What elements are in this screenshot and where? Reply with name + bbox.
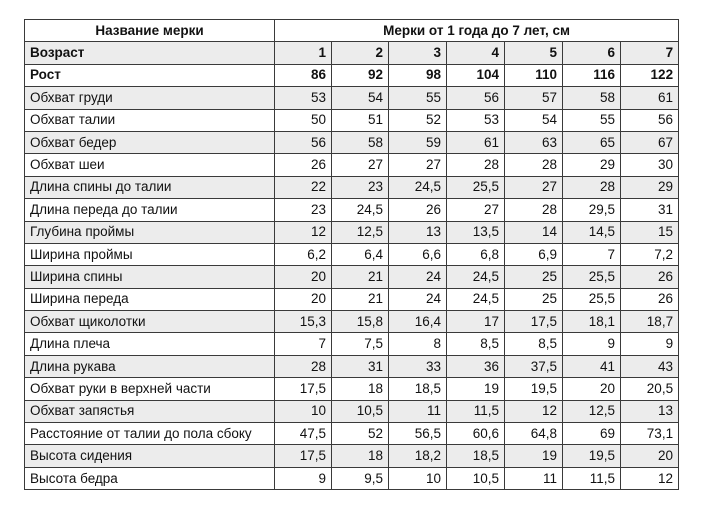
measurement-value: 55 — [389, 87, 447, 109]
measurement-value: 60,6 — [447, 423, 505, 445]
measurement-value: 20,5 — [621, 378, 679, 400]
height-cell: 110 — [505, 64, 563, 86]
measurement-value: 26 — [275, 154, 332, 176]
measurement-value: 7 — [563, 243, 621, 265]
measurement-value: 24,5 — [447, 288, 505, 310]
measurement-value: 29 — [621, 176, 679, 198]
measurement-value: 18 — [332, 378, 389, 400]
measurement-value: 52 — [389, 109, 447, 131]
height-cell: 98 — [389, 64, 447, 86]
measurement-value: 12,5 — [332, 221, 389, 243]
measurement-value: 59 — [389, 131, 447, 153]
measurement-value: 69 — [563, 423, 621, 445]
measurement-value: 17,5 — [275, 378, 332, 400]
measurement-row — [25, 131, 679, 153]
measurement-value: 14,5 — [563, 221, 621, 243]
measurement-value: 27 — [332, 154, 389, 176]
measurement-value: 17,5 — [275, 445, 332, 467]
measurement-label: Ширина проймы — [25, 243, 275, 265]
measurement-value: 27 — [389, 154, 447, 176]
measurement-value: 21 — [332, 288, 389, 310]
measurement-value: 18,7 — [621, 311, 679, 333]
measurement-value: 6,6 — [389, 243, 447, 265]
measurement-row — [25, 445, 679, 467]
measurement-value: 50 — [275, 109, 332, 131]
measurement-value: 61 — [621, 87, 679, 109]
measurement-value: 24 — [389, 266, 447, 288]
measurement-label: Обхват щиколотки — [25, 311, 275, 333]
measurement-row — [25, 266, 679, 288]
measurement-row — [25, 333, 679, 355]
measurement-value: 7,5 — [332, 333, 389, 355]
measurement-value: 55 — [563, 109, 621, 131]
measurement-value: 28 — [505, 199, 563, 221]
measurement-value: 56 — [447, 87, 505, 109]
measurement-value: 26 — [621, 288, 679, 310]
height-row — [25, 64, 679, 86]
measurement-value: 11,5 — [447, 400, 505, 422]
measurement-value: 47,5 — [275, 423, 332, 445]
measurement-row — [25, 400, 679, 422]
measurement-value: 6,8 — [447, 243, 505, 265]
measurement-row — [25, 221, 679, 243]
measurement-value: 12 — [505, 400, 563, 422]
measurement-value: 73,1 — [621, 423, 679, 445]
measurement-value: 18,2 — [389, 445, 447, 467]
measurement-value: 20 — [621, 445, 679, 467]
measurement-value: 17 — [447, 311, 505, 333]
measurement-value: 10,5 — [447, 467, 505, 489]
measurement-label: Глубина проймы — [25, 221, 275, 243]
measurement-label: Ширина переда — [25, 288, 275, 310]
measurement-row — [25, 311, 679, 333]
measurement-value: 64,8 — [505, 423, 563, 445]
measurement-label: Ширина спины — [25, 266, 275, 288]
measurement-row — [25, 243, 679, 265]
measurement-value: 11 — [389, 400, 447, 422]
measurement-value: 19 — [505, 445, 563, 467]
measurement-label: Длина спины до талии — [25, 176, 275, 198]
measurement-label: Обхват груди — [25, 87, 275, 109]
measurement-value: 8 — [389, 333, 447, 355]
measurement-value: 10,5 — [332, 400, 389, 422]
header-name-cell: Название мерки — [25, 20, 275, 42]
measurement-value: 6,9 — [505, 243, 563, 265]
measurement-value: 20 — [275, 266, 332, 288]
measurement-value: 25 — [505, 288, 563, 310]
measurement-value: 13 — [621, 400, 679, 422]
measurement-value: 19 — [447, 378, 505, 400]
measurement-value: 36 — [447, 355, 505, 377]
measurement-value: 67 — [621, 131, 679, 153]
measurement-label: Обхват талии — [25, 109, 275, 131]
measurement-value: 14 — [505, 221, 563, 243]
measurement-label: Длина рукава — [25, 355, 275, 377]
measurement-value: 29,5 — [563, 199, 621, 221]
measurement-value: 33 — [389, 355, 447, 377]
measurement-value: 52 — [332, 423, 389, 445]
measurement-value: 15,8 — [332, 311, 389, 333]
measurement-row — [25, 199, 679, 221]
measurement-value: 37,5 — [505, 355, 563, 377]
measurement-value: 30 — [621, 154, 679, 176]
measurement-value: 25,5 — [563, 266, 621, 288]
measurement-value: 20 — [563, 378, 621, 400]
measurement-value: 13,5 — [447, 221, 505, 243]
measurement-value: 28 — [505, 154, 563, 176]
measurement-value: 17,5 — [505, 311, 563, 333]
measurement-value: 41 — [563, 355, 621, 377]
measurement-label: Расстояние от талии до пола сбоку — [25, 423, 275, 445]
measurement-label: Обхват запястья — [25, 400, 275, 422]
measurement-value: 54 — [332, 87, 389, 109]
measurement-value: 63 — [505, 131, 563, 153]
measurement-value: 9 — [563, 333, 621, 355]
measurement-value: 56,5 — [389, 423, 447, 445]
measurement-value: 6,4 — [332, 243, 389, 265]
measurement-row — [25, 355, 679, 377]
measurement-value: 53 — [275, 87, 332, 109]
measurement-value: 24 — [389, 288, 447, 310]
measurement-value: 26 — [621, 266, 679, 288]
measurement-value: 24,5 — [389, 176, 447, 198]
measurement-value: 12 — [275, 221, 332, 243]
height-cell: 86 — [275, 64, 332, 86]
measurement-value: 23 — [332, 176, 389, 198]
measurement-value: 25,5 — [563, 288, 621, 310]
measurement-value: 58 — [563, 87, 621, 109]
measurement-value: 24,5 — [332, 199, 389, 221]
measurement-value: 13 — [389, 221, 447, 243]
age-cell: 3 — [389, 42, 447, 64]
measurement-value: 10 — [389, 467, 447, 489]
measurement-label: Обхват шеи — [25, 154, 275, 176]
measurement-value: 25,5 — [447, 176, 505, 198]
header-row — [25, 20, 679, 42]
measurement-value: 22 — [275, 176, 332, 198]
measurement-value: 9,5 — [332, 467, 389, 489]
measurement-value: 9 — [275, 467, 332, 489]
measurement-row — [25, 109, 679, 131]
measurement-label: Обхват бедер — [25, 131, 275, 153]
measurement-value: 6,2 — [275, 243, 332, 265]
measurement-row — [25, 378, 679, 400]
measurement-value: 56 — [621, 109, 679, 131]
measurement-value: 11,5 — [563, 467, 621, 489]
measurement-value: 24,5 — [447, 266, 505, 288]
measurement-value: 28 — [275, 355, 332, 377]
measurement-row — [25, 87, 679, 109]
measurement-value: 31 — [332, 355, 389, 377]
measurement-row — [25, 154, 679, 176]
measurement-value: 27 — [505, 176, 563, 198]
measurement-value: 12 — [621, 467, 679, 489]
measurement-value: 21 — [332, 266, 389, 288]
measurement-value: 28 — [447, 154, 505, 176]
measurement-value: 31 — [621, 199, 679, 221]
age-cell: 1 — [275, 42, 332, 64]
measurement-value: 61 — [447, 131, 505, 153]
measurement-value: 65 — [563, 131, 621, 153]
measurement-value: 28 — [563, 176, 621, 198]
age-cell: 6 — [563, 42, 621, 64]
measurement-row — [25, 176, 679, 198]
measurement-value: 7 — [275, 333, 332, 355]
measurement-value: 57 — [505, 87, 563, 109]
height-cell: 116 — [563, 64, 621, 86]
age-row — [25, 42, 679, 64]
measurement-value: 12,5 — [563, 400, 621, 422]
measurement-value: 8,5 — [505, 333, 563, 355]
measurement-value: 53 — [447, 109, 505, 131]
measurement-value: 20 — [275, 288, 332, 310]
measurement-label: Обхват руки в верхней части — [25, 378, 275, 400]
measurement-value: 58 — [332, 131, 389, 153]
measurement-value: 26 — [389, 199, 447, 221]
measurement-value: 18,5 — [389, 378, 447, 400]
measurement-row — [25, 288, 679, 310]
age-cell: 2 — [332, 42, 389, 64]
measurement-value: 23 — [275, 199, 332, 221]
measurement-value: 19,5 — [563, 445, 621, 467]
measurement-label: Длина переда до талии — [25, 199, 275, 221]
measurement-value: 18,1 — [563, 311, 621, 333]
measurements-table — [24, 19, 679, 490]
age-cell: 4 — [447, 42, 505, 64]
age-label: Возраст — [25, 42, 275, 64]
measurement-value: 16,4 — [389, 311, 447, 333]
age-cell: 7 — [621, 42, 679, 64]
measurement-value: 15,3 — [275, 311, 332, 333]
measurement-row — [25, 467, 679, 489]
measurement-value: 51 — [332, 109, 389, 131]
measurement-label: Высота бедра — [25, 467, 275, 489]
measurement-value: 11 — [505, 467, 563, 489]
measurement-value: 25 — [505, 266, 563, 288]
measurement-value: 18 — [332, 445, 389, 467]
measurement-value: 19,5 — [505, 378, 563, 400]
age-cell: 5 — [505, 42, 563, 64]
measurement-value: 9 — [621, 333, 679, 355]
measurement-row — [25, 423, 679, 445]
measurement-value: 8,5 — [447, 333, 505, 355]
measurement-value: 7,2 — [621, 243, 679, 265]
measurement-value: 56 — [275, 131, 332, 153]
height-cell: 122 — [621, 64, 679, 86]
measurement-value: 18,5 — [447, 445, 505, 467]
measurement-value: 10 — [275, 400, 332, 422]
measurement-value: 29 — [563, 154, 621, 176]
measurement-value: 27 — [447, 199, 505, 221]
header-range-cell: Мерки от 1 года до 7 лет, см — [275, 20, 679, 42]
height-cell: 104 — [447, 64, 505, 86]
measurement-label: Длина плеча — [25, 333, 275, 355]
measurement-value: 43 — [621, 355, 679, 377]
measurement-label: Высота сидения — [25, 445, 275, 467]
measurement-value: 54 — [505, 109, 563, 131]
height-cell: 92 — [332, 64, 389, 86]
height-label: Рост — [25, 64, 275, 86]
measurement-value: 15 — [621, 221, 679, 243]
